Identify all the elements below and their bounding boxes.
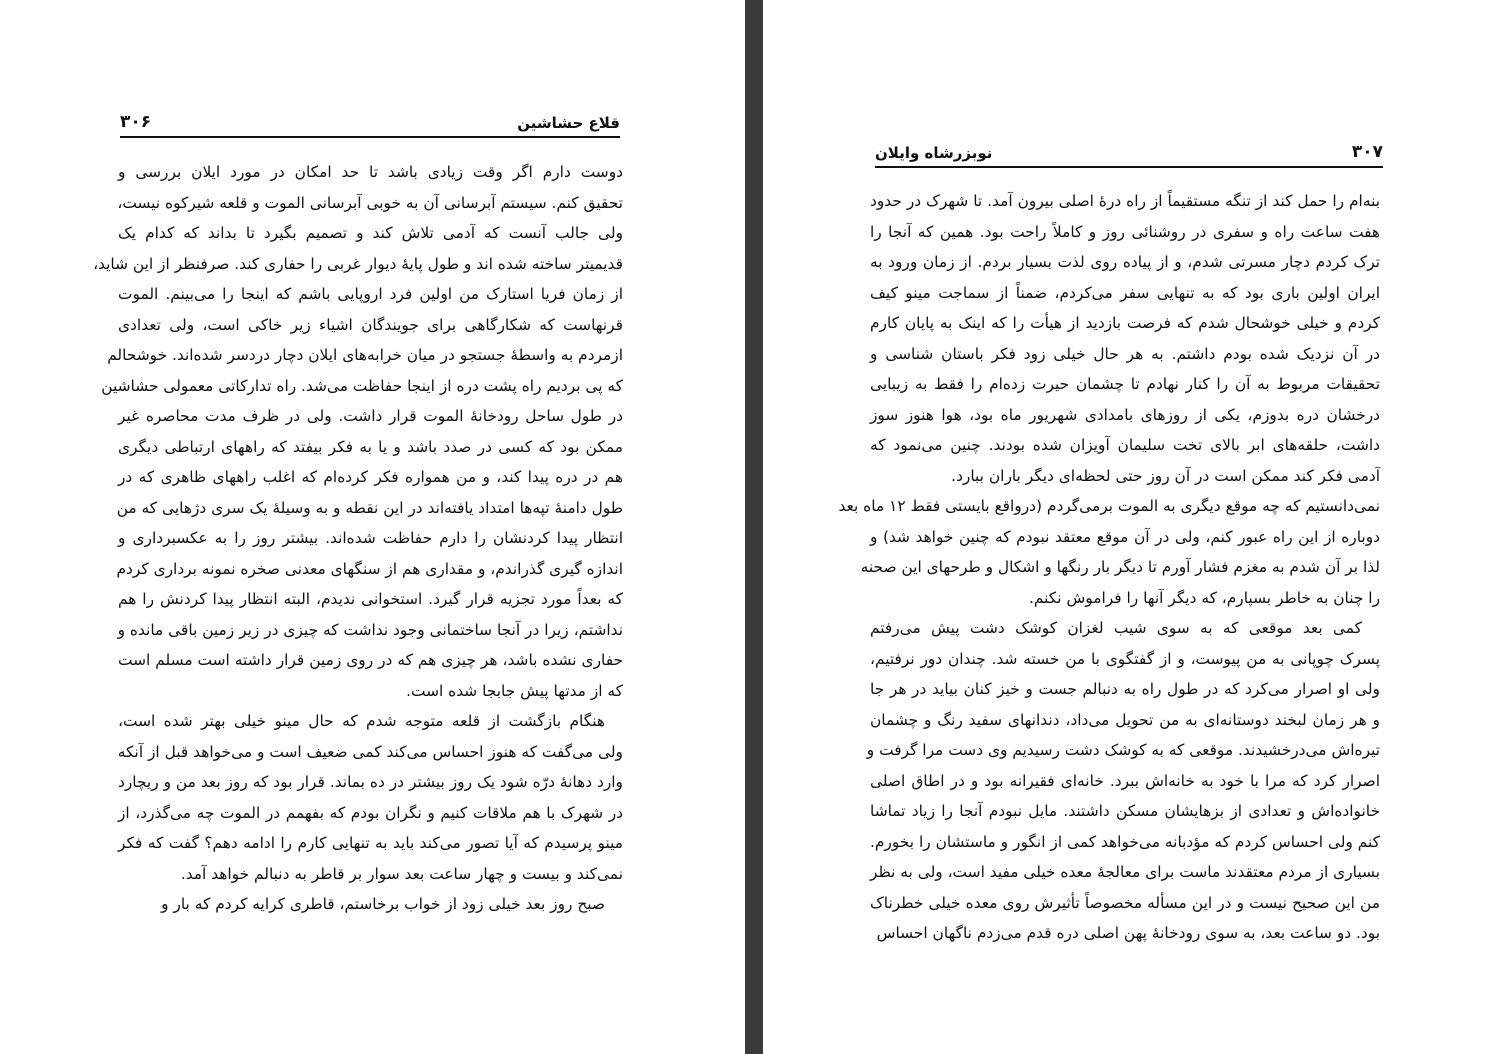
text-line: نداشتم، زیرا در آنجا ساختمانی وجود نداشت که چیزی در زیر زمین باقی مانده و [117, 620, 623, 639]
text-line: تیره‌اش می‌درخشیدند. موقعی که به کوشک دشت رسیدیم وی دست مرا گرفت و [866, 741, 1380, 759]
text-line: دوباره از این راه عبور کنم، ولی در آن موقع معتقد نبودم که چنین خواهد شد) و [870, 527, 1380, 546]
page-header [875, 142, 1383, 168]
text-line: لذا بر آن شدم به مغزم فشار آورم تا دیگر بار رنگها و اشکال و طرحهای این صحنه [860, 558, 1380, 576]
text-line: حفاری نشده باشد، هر چیزی هم که در روی زمین قرار داشته است مسلم است [118, 651, 623, 669]
text-line: تحقیقات مربوط به آن را کنار نهادم تا چشمان حیرت زده‌ام را فقط به زیبایی [870, 375, 1380, 393]
page-body-text [838, 186, 1380, 949]
text-line: را چنان به خاطر بسپارم، که دیگر آنها را فراموش نکنم. [1029, 588, 1380, 607]
text-line: که پی بردیم راه پشت دره از اینجا حفاظت می‌شد. راه تدارکاتی معمولی حشاشین [101, 376, 623, 395]
text-line: هنگام بازگشت از قلعه متوجه شدم که حال مینو خیلی بهتر شده است، [118, 712, 605, 730]
text-line: من این صحیح نیست و در این مسأله مخصوصاً تأثیرش روی معده خیلی خطرناک [870, 893, 1380, 912]
text-line: ممکن بود که کسی در صدد باشد و یا به فکر بیفتد که راههای ارتباطی دیگری [118, 437, 623, 456]
text-line: آدمی فکر کند ممکن است در آن روز حتی لحظه‌ای دیگر باران ببارد. [951, 466, 1380, 485]
text-line: ولی او اصرار می‌کرد که در طول راه به دنبالم جست و خیز کنان بیاید در هر جا [870, 680, 1380, 698]
book-spine-divider [745, 0, 763, 1054]
text-line: خانواده‌اش و تعدادی از بزهایشان مسکن داشتند. مایل نبودم آنجا را زیاد تماشا [870, 802, 1380, 820]
page-body-text [93, 157, 623, 920]
text-line: در آن نزدیک شده بودم داشتم. به هر حال خیلی زود فکر باستان شناسی و [870, 344, 1380, 363]
text-line: مینو پرسیدم که آیا تصور می‌کند باید به تنهایی کارم را ادامه دهم؟ گفت که فکر [118, 834, 623, 852]
text-line: طول دامنهٔ تپه‌ها امتداد یافته‌اند در این نقطه و به وسیلهٔ یک سری دژهایی که من [116, 498, 623, 517]
text-line: درخشان دره بدوزم، یکی از روزهای بامدادی شهریور ماه بود، هوا هنوز سوز [870, 405, 1380, 424]
running-title: نوبزرشاه وایلان [875, 144, 993, 162]
text-line: نمی‌دانستیم که چه موقع دیگری به الموت برمی‌گردم (درواقع بایستی فقط ۱۲ ماه بعد [838, 497, 1380, 515]
left-page [0, 0, 745, 1054]
right-page [763, 0, 1503, 1054]
text-line: در طول ساحل رودخانهٔ الموت قرار داشت. ولی در ظرف مدت محاصره غیر [118, 407, 623, 425]
text-line: هفت ساعت راه و سفری در روشنائی روز و کاملاً راحت بود. همین که آنجا را [870, 222, 1380, 241]
text-line: پسرک چوپانی به من پیوست، و از گفتگوی با من خسته شد. چندان دور نرفتیم، [870, 649, 1380, 668]
text-line: تحقیق کنم. سیستم آبرسانی آن به خوبی آبرسانی الموت و قلعه شیرکوه نیست، [117, 193, 623, 212]
running-title: قلاع حشاشین [517, 114, 620, 132]
text-line: بسیاری از مردم معتقدند ماست برای معالجهٔ معده خیلی مفید است، ولی به نظر [870, 863, 1380, 881]
text-line: از زمان فریا استارک من اولین فرد اروپایی باشم که اینجا را می‌بینم. الموت [118, 285, 623, 303]
text-line: انتظار پیدا کردنشان را دارم حفاظت شده‌اند. بیشتر روز را به عکسبرداری و [118, 529, 623, 547]
page-header [120, 112, 620, 138]
text-line: که بعداً مورد تجزیه قرار گیرد. استخوانی ندیدم، البته انتظار پیدا کردنش را هم [118, 590, 623, 608]
text-line: داشت، حلقه‌های ابر بالای تخت سلیمان آویزان شده بودند. چنین می‌نمود که [870, 436, 1380, 454]
text-line: اندازه گیری گذراندم، و مقداری هم از سنگهای معدنی صخره نمونه برداری کردم [116, 559, 623, 578]
text-line: ولی جالب آنست که آدمی تلاش کند و تصمیم بگیرد تا بداند که کدام یک [118, 224, 623, 242]
text-line: قدیمیتر ساخته شده اند و طول پایهٔ دیوار غربی را حفاری کند. صرفنظر از این شاید، [93, 254, 623, 273]
text-line: کردم و خیلی خوشحال شدم که فرصت بازدید از هیأت را که اینک به پایان کارم [870, 314, 1380, 332]
text-line: وارد دهانهٔ درّه شود یک روز بیشتر در ده بماند. قرار بود که روز بعد من و ریچارد [118, 773, 623, 791]
text-line: صبح روز بعد خیلی زود از خواب برخاستم، قاطری کرایه کردم که بار و [161, 895, 605, 913]
text-line: بود. دو ساعت بعد، به سوی رودخانهٔ پهن اصلی دره قدم می‌زدم ناگهان احساس [876, 924, 1380, 942]
text-line: اصرار کرد که مرا با خود به خانه‌اش ببرد. خانه‌ای فقیرانه بود و در اطاق اصلی [870, 771, 1380, 790]
text-line: قرنهاست که شکارگاهی برای جویندگان اشیاء زیر خاکی است، ولی تعدادی [118, 315, 623, 334]
text-line: ازمردم به واسطهٔ جستجو در میان خرابه‌های ایلان دچار دردسر شده‌اند. خوشحالم [107, 346, 623, 364]
text-line: نمی‌کند و بیست و چهار ساعت بعد سوار بر قاطر به دنبالم خواهد آمد. [180, 864, 623, 883]
text-line: در شهرک با هم ملاقات کنیم و نگران بودم که بفهمم در الموت چه می‌گذرد، از [118, 803, 623, 822]
text-line: ایران اولین باری بود که به تنهایی سفر می‌کردم، ضمناً از سماجت مینو کیف [870, 283, 1380, 302]
text-line: بنه‌ام را حمل کند از تنگه مستقیماً از راه درهٔ اصلی بیرون آمد. تا شهرک در حدود [870, 192, 1380, 210]
text-line: هم در دره پیدا کند، و من همواره فکر کرده‌ام که اغلب راههای ظاهری که در [118, 468, 623, 486]
text-line: دوست دارم اگر وقت زیادی باشد تا حد امکان در مورد ایلان بررسی و [118, 163, 623, 181]
text-line: که از مدتها پیش جابجا شده است. [406, 681, 623, 700]
text-line: ترک کردم دچار مسرتی شدم، و از پیاده روی لذت بسیار بردم. از زمان ورود به [870, 253, 1380, 271]
text-line: کنم ولی احساس کردم که مؤدبانه می‌خواهد کمی از انگور و ماستشان را بخورم. [870, 832, 1380, 851]
page-number: ۳۰۶ [120, 112, 152, 132]
text-line: کمی بعد موقعی که به سوی شیب لغزان کوشک دشت پیش می‌رفتم [870, 619, 1362, 637]
text-line: و هر زمان لبخند دوستانه‌ای به من تحویل می‌داد، دندانهای سفید رنگ و چشمان [870, 710, 1380, 729]
page-number: ۳۰۷ [1351, 142, 1383, 162]
text-line: ولی می‌گفت که هنوز احساس می‌کند کمی ضعیف است و می‌خواهد قبل از آنکه [117, 742, 623, 761]
